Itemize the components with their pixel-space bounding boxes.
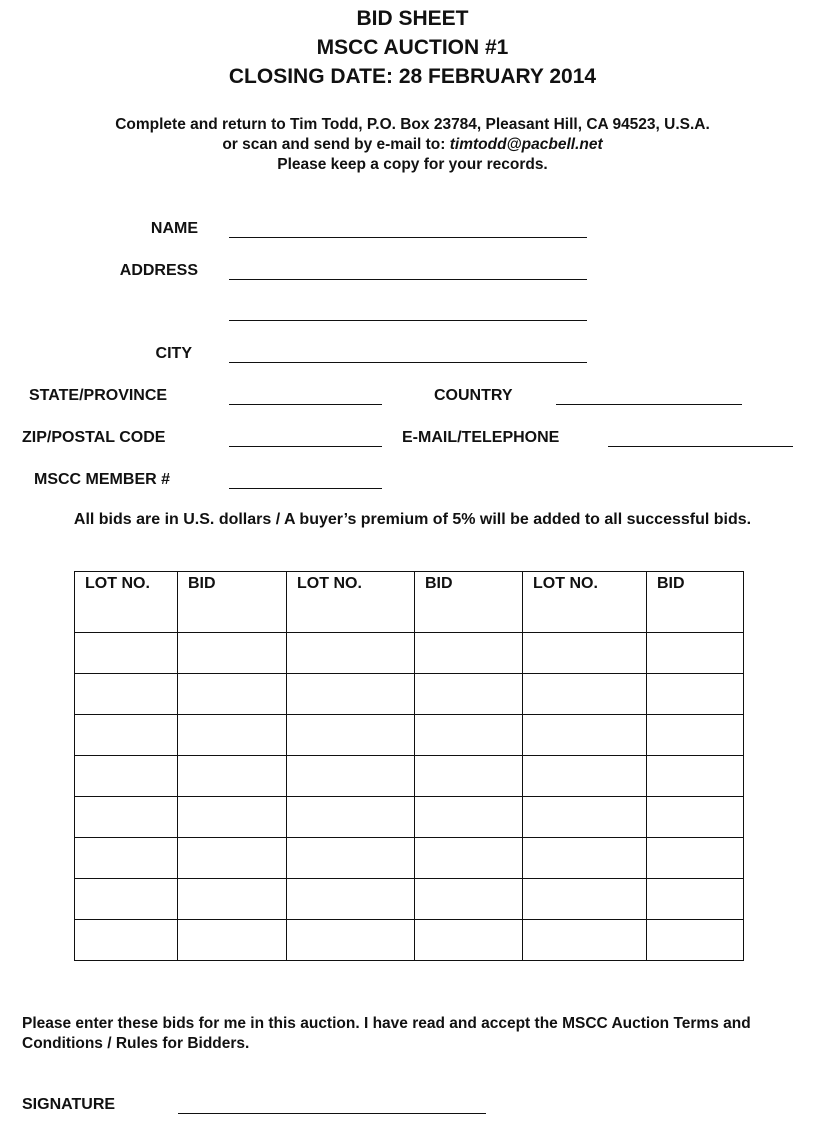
email-telephone-field[interactable] [608, 446, 793, 447]
bid-cell[interactable] [415, 920, 523, 961]
bid-cell[interactable] [647, 715, 744, 756]
bid-cell[interactable] [415, 715, 523, 756]
column-header-lot-no: LOT NO. [287, 572, 415, 633]
member-number-label: MSCC MEMBER # [34, 471, 171, 488]
acceptance-statement: Please enter these bids for me in this auction. I have read and accept the MSCC Auction Terms and Conditions / Rules for Bidders. [22, 1015, 751, 1052]
lot-no-cell[interactable] [287, 879, 415, 920]
zip-postal-code-label: ZIP/POSTAL CODE [22, 429, 166, 446]
lot-no-cell[interactable] [75, 756, 178, 797]
bid-cell[interactable] [178, 797, 287, 838]
column-header-lot-no: LOT NO. [75, 572, 178, 633]
column-header-bid: BID [178, 572, 287, 633]
lot-no-cell[interactable] [287, 838, 415, 879]
bid-cell[interactable] [647, 797, 744, 838]
lot-no-cell[interactable] [287, 715, 415, 756]
name-label: NAME [150, 220, 198, 237]
table-row [75, 838, 744, 879]
bid-cell[interactable] [178, 838, 287, 879]
zip-postal-code-field[interactable] [229, 446, 382, 447]
bid-cell[interactable] [178, 633, 287, 674]
currency-premium-note: All bids are in U.S. dollars / A buyer’s premium of 5% will be added to all successful bids. [73, 511, 752, 528]
title-bid-sheet: BID SHEET [356, 7, 469, 30]
lot-no-cell[interactable] [287, 633, 415, 674]
lot-no-cell[interactable] [75, 715, 178, 756]
name-field[interactable] [229, 237, 587, 238]
lot-no-cell[interactable] [75, 920, 178, 961]
bid-cell[interactable] [415, 838, 523, 879]
bid-cell[interactable] [415, 756, 523, 797]
email-telephone-label: E-MAIL/TELEPHONE [402, 429, 560, 446]
bid-cell[interactable] [178, 715, 287, 756]
email-prefix: or scan and send by e-mail to: [222, 136, 450, 153]
lot-no-cell[interactable] [75, 879, 178, 920]
bid-cell[interactable] [647, 879, 744, 920]
state-province-field[interactable] [229, 404, 382, 405]
bid-cell[interactable] [415, 797, 523, 838]
lot-no-cell[interactable] [523, 715, 647, 756]
address-field-line1[interactable] [229, 279, 587, 280]
bid-cell[interactable] [178, 674, 287, 715]
lot-no-cell[interactable] [75, 838, 178, 879]
column-header-lot-no: LOT NO. [523, 572, 647, 633]
table-row [75, 920, 744, 961]
bid-table-header-row [75, 572, 744, 633]
table-row [75, 674, 744, 715]
bid-table [74, 571, 744, 961]
state-province-label: STATE/PROVINCE [29, 387, 168, 404]
document-title [0, 4, 825, 91]
lot-no-cell[interactable] [287, 674, 415, 715]
table-row [75, 633, 744, 674]
signature-label: SIGNATURE [22, 1096, 116, 1113]
bid-cell[interactable] [647, 674, 744, 715]
bid-cell[interactable] [415, 674, 523, 715]
return-address-text: Complete and return to Tim Todd, P.O. Box 23784, Pleasant Hill, CA 94523, U.S.A. [115, 116, 710, 133]
column-header-bid: BID [647, 572, 744, 633]
lot-no-cell[interactable] [523, 756, 647, 797]
bid-cell[interactable] [178, 920, 287, 961]
bid-cell[interactable] [178, 756, 287, 797]
lot-no-cell[interactable] [287, 920, 415, 961]
bid-cell[interactable] [415, 879, 523, 920]
lot-no-cell[interactable] [287, 756, 415, 797]
table-row [75, 715, 744, 756]
table-row [75, 879, 744, 920]
city-field[interactable] [229, 362, 587, 363]
bid-cell[interactable] [647, 838, 744, 879]
table-row [75, 797, 744, 838]
address-label: ADDRESS [119, 262, 198, 279]
bid-cell[interactable] [178, 879, 287, 920]
country-label: COUNTRY [434, 387, 513, 404]
bid-cell[interactable] [647, 920, 744, 961]
lot-no-cell[interactable] [523, 633, 647, 674]
address-field-line2[interactable] [229, 320, 587, 321]
bid-cell[interactable] [415, 633, 523, 674]
lot-no-cell[interactable] [523, 879, 647, 920]
lot-no-cell[interactable] [523, 797, 647, 838]
lot-no-cell[interactable] [75, 797, 178, 838]
signature-field[interactable] [178, 1113, 486, 1114]
keep-copy-text: Please keep a copy for your records. [277, 156, 548, 173]
column-header-bid: BID [415, 572, 523, 633]
lot-no-cell[interactable] [287, 797, 415, 838]
email-instruction [0, 135, 825, 155]
instructions [0, 115, 825, 175]
email-address: timtodd@pacbell.net [449, 136, 603, 153]
lot-no-cell[interactable] [75, 674, 178, 715]
lot-no-cell[interactable] [523, 674, 647, 715]
title-closing-date: CLOSING DATE: 28 FEBRUARY 2014 [228, 65, 597, 88]
bid-cell[interactable] [647, 756, 744, 797]
country-field[interactable] [556, 404, 742, 405]
lot-no-cell[interactable] [75, 633, 178, 674]
member-number-field[interactable] [229, 488, 382, 489]
title-auction-name: MSCC AUCTION #1 [316, 36, 509, 59]
lot-no-cell[interactable] [523, 838, 647, 879]
lot-no-cell[interactable] [523, 920, 647, 961]
table-row [75, 756, 744, 797]
bid-cell[interactable] [647, 633, 744, 674]
city-label: CITY [155, 345, 192, 362]
